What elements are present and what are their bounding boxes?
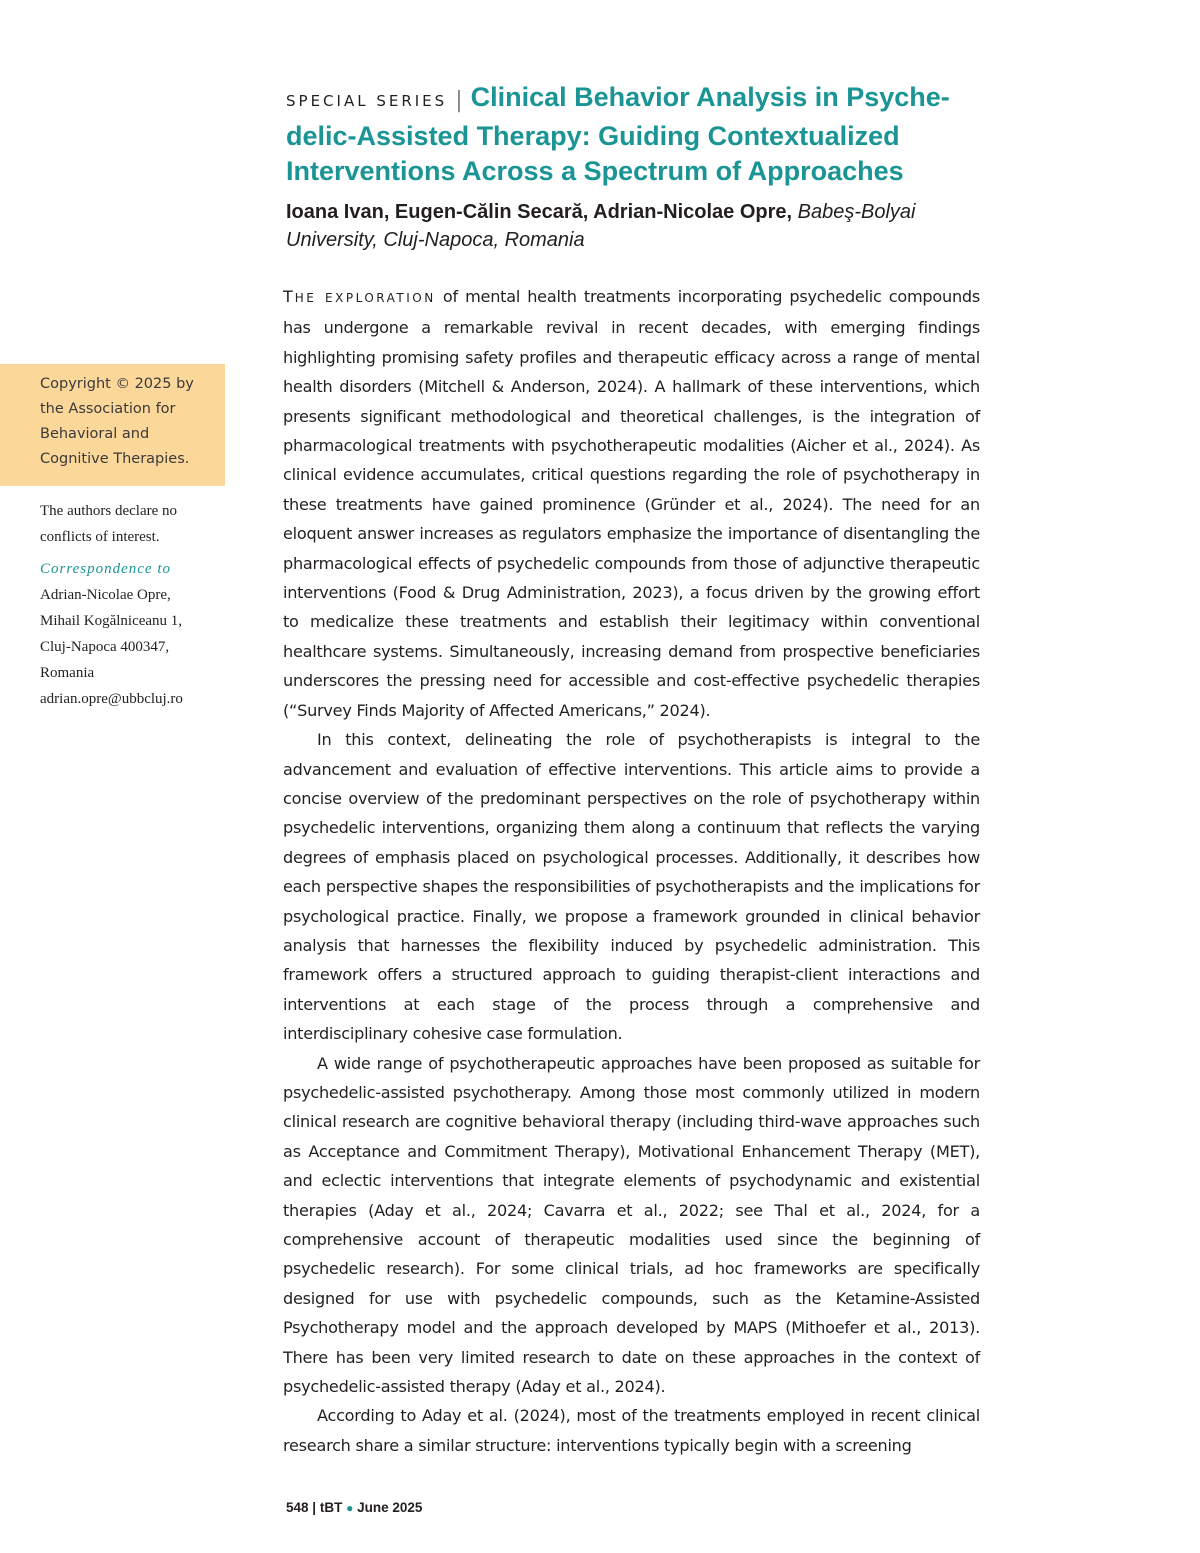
correspondence-country: Romania [40,665,95,681]
correspondence-street: Mihail Kogălniceanu 1, [40,613,183,629]
correspondence-name: Adrian-Nicolae Opre, [40,587,171,603]
page-footer [286,1500,422,1515]
title-line-1 [286,80,976,119]
author-affiliation: Babeş-Bolyai University, Cluj-Napoca, Romania [286,201,916,251]
series-label: SPECIAL SERIES [286,92,448,110]
lead-in-smallcaps [283,287,436,306]
correspondence-heading: Correspondence to [40,561,172,577]
journal-name: tBT [319,1500,343,1515]
footer-dot-icon: ● [346,1501,354,1515]
lead-in-cap: T [283,287,295,306]
paragraph-1 [283,282,980,725]
copyright-notice: Copyright © 2025 by the Association for Behavioral and Cognitive Therapies. [40,376,194,467]
author-names: Ioana Ivan, Eugen-Călin Secară, Adrian-Nicolae Opre, [286,201,793,223]
footer-separator: | [312,1500,317,1515]
copyright-box [0,364,225,486]
article-body [283,282,980,1460]
paragraph-2: In this context, delineating the role of psychotherapists is integral to the advancement and evaluation of effective interventions. This article aims to provide a concise overview of the predominant perspectives on the role of psychotherapy within psychedelic interventions, organizing them along a continuum that reflects the varying degrees of emphasis placed on psychological processes. Additionally, it describes how each perspective shapes the responsibilities of psychotherapists and the implications for psychological practice. Finally, we propose a framework grounded in clinical behavior analysis that harnesses the flexibility induced by psychedelic administration. This framework offers a structured approach to guiding therapist-client interactions and interventions at each stage of the process through a comprehensive and interdisciplinary cohesive case formulation. [283,730,980,1044]
article-title-part-3: Interventions Across a Spectrum of Approaches [286,156,904,186]
correspondence-email: adrian.opre@ubbcluj.ro [40,691,183,707]
paragraph-3: A wide range of psychotherapeutic approaches have been proposed as suitable for psychedelic-assisted psychotherapy. Among those most commonly utilized in modern clinical research are cognitive behavioral therapy (including third-wave approaches such as Acceptance and Commitment Therapy), Motivational Enhancement Therapy (MET), and eclectic interventions that integrate elements of psychodynamic and existential therapies (Aday et al., 2024; Cavarra et al., 2022; see Thal et al., 2024, for a comprehensive account of therapeutic modalities used since the beginning of psychedelic research). For some clinical trials, ad hoc frameworks are specifically designed for use with psychedelic compounds, such as the Ketamine-Assisted Psychotherapy model and the approach developed by MAPS (Mithoefer et al., 2013). There has been very limited research to date on these approaches in the context of psychedelic-assisted therapy (Aday et al., 2024). [283,1053,980,1397]
article-header [286,80,976,189]
article-title-part-1: Clinical Behavior Analysis in Psyche- [470,82,950,112]
issue-date: June 2025 [357,1500,423,1515]
paragraph-4: According to Aday et al. (2024), most of the treatments employed in recent clinical research share a similar structure: interventions typically begin with a screening [283,1406,980,1455]
page-number: 548 [286,1500,309,1515]
conflicts-statement: The authors declare no conflicts of interest. [40,503,178,545]
lead-in-rest: HE EXPLORATION [294,291,436,305]
side-notes [40,498,220,712]
author-line [286,198,976,254]
paragraph-1-text: of mental health treatments incorporating psychedelic compounds has undergone a remarkable revival in recent decades, with emerging findings highlighting promising safety profiles and therapeutic efficacy across a range of mental health disorders (Mitchell & Anderson, 2024). A hallmark of these interventions, which presents significant methodological and theoretical challenges, is the integration of pharmacological treatments with psychotherapeutic modalities (Aicher et al., 2024). As clinical evidence accumulates, critical questions regarding the role of psychotherapy in these treatments have gained prominence (Gründer et al., 2024). The need for an eloquent answer increases as regulators emphasize the importance of disentangling the pharmacological effects of psychedelic compounds from those of adjunctive therapeutic interventions (Food & Drug Administration, 2023), a focus driven by the growing effort to medicalize these treatments and establish their legitimacy within conventional healthcare systems. Simultaneously, increasing demand from prospective beneficiaries underscores the pressing need for accessible and cost-effective psychedelic therapies (“Survey Finds Majority of Affected Americans,” 2024). [283,287,980,720]
article-title-part-2: delic-Assisted Therapy: Guiding Contextualized [286,121,900,151]
correspondence-city: Cluj-Napoca 400347, [40,639,170,655]
series-separator: | [455,88,463,113]
